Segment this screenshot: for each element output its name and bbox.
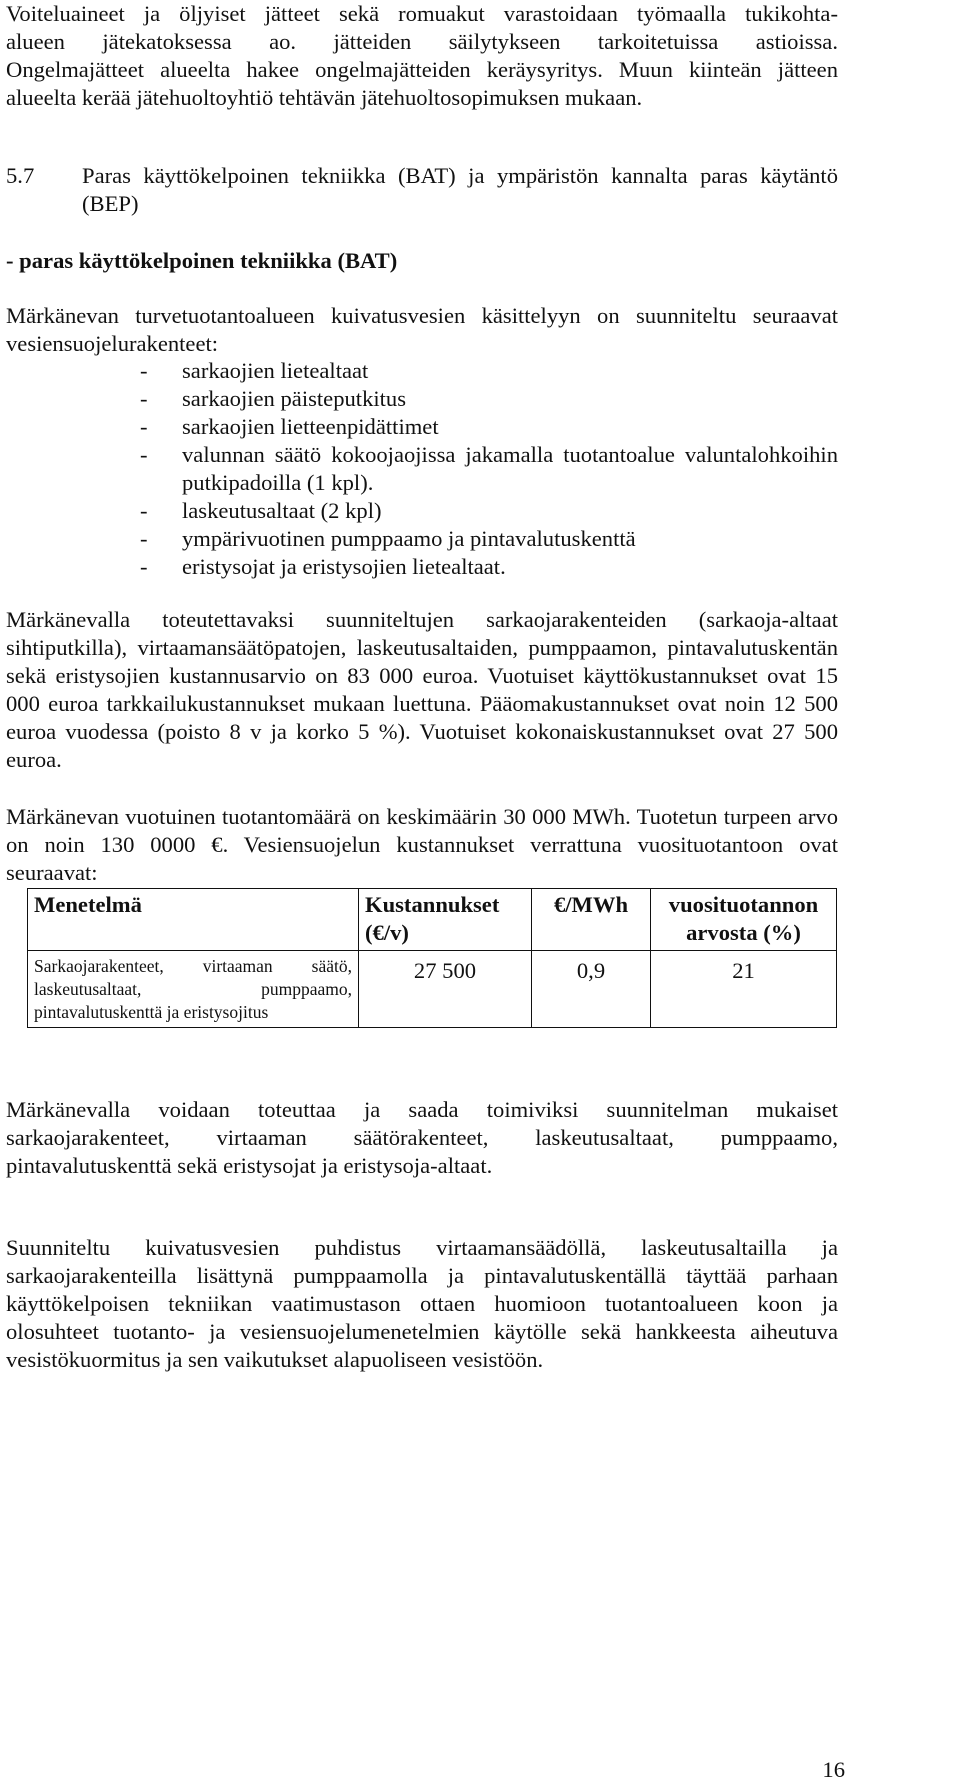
list-item [6, 357, 838, 385]
table-cell: Sarkaojarakenteet, virtaaman säätö, laskeutusaltaat, pumppaamo, pintavalutuskenttä ja eristysojitus [28, 951, 359, 1028]
subheading: - paras käyttökelpoinen tekniikka (BAT) [6, 248, 398, 273]
cost-table [27, 888, 837, 1028]
table-header-cell: Kustannukset (€/v) [359, 889, 532, 951]
list-dash: - [140, 526, 148, 551]
list-item [6, 525, 838, 553]
list-dash: - [140, 414, 148, 439]
list-dash: - [140, 358, 148, 383]
paragraph-feasibility: Märkänevalla voidaan toteuttaa ja saada toimiviksi suunnitelman mukaiset sarkaojarakenteet, virtaaman säätörakenteet, laskeutusaltaat, pumppaamo, pintavalutuskenttä sekä eristysojat ja eristysoja-altaat. [6, 1097, 838, 1178]
intro-line: Voiteluaineet ja öljyiset jätteet sekä romuakut varastoidaan työmaalla tukikohta- [6, 1, 838, 26]
table-cell: 0,9 [532, 951, 651, 1028]
paragraph-intro-structures: Märkänevan turvetuotantoalueen kuivatusvesien käsittelyyn on suunniteltu seuraavat vesiensuojelurakenteet: [6, 303, 838, 356]
page-number: 16 [822, 1757, 845, 1782]
list-dash: - [140, 386, 148, 411]
table-cell: 27 500 [359, 951, 532, 1028]
list-item [6, 413, 838, 441]
intro-line: alueelta kerää jätehuoltoyhtiö tehtävän jätehuoltosopimuksen mukaan. [6, 85, 643, 110]
table-header-cell: €/MWh [532, 889, 651, 951]
table-header-cell: Menetelmä [28, 889, 359, 951]
list-dash: - [140, 442, 148, 467]
list-item-text: sarkaojien lietealtaat [182, 358, 369, 383]
section-heading [6, 162, 838, 218]
list-item-text: sarkaojien lietteenpidättimet [182, 414, 439, 439]
list-item-text: ympärivuotinen pumppaamo ja pintavalutuskenttä [182, 526, 636, 551]
list-dash: - [140, 498, 148, 523]
list-item-text: valunnan säätö kokoojaojissa jakamalla tuotantoalue valuntalohkoihin putkipadoilla (1 kpl). [182, 442, 838, 495]
table-header-cell: vuosituotannon arvosta (%) [651, 889, 837, 951]
structures-list [6, 357, 838, 581]
intro-line: alueen jätekatoksessa ao. jätteiden säilytykseen tarkoitetuissa astioissa. [6, 29, 838, 54]
intro-line: Ongelmajätteet alueelta hakee ongelmajätteiden keräysyritys. Muun kiinteän jätteen [6, 57, 838, 82]
list-item-text: laskeutusaltaat (2 kpl) [182, 498, 382, 523]
table-header-row [28, 889, 837, 951]
table-cell: 21 [651, 951, 837, 1028]
list-item [6, 497, 838, 525]
paragraph-production: Märkänevan vuotuinen tuotantomäärä on keskimäärin 30 000 MWh. Tuotetun turpeen arvo on noin 130 0000 €. Vesiensuojelun kustannukset verrattuna vuosituotantoon ovat seuraavat: [6, 804, 838, 885]
list-item [6, 553, 838, 581]
intro-paragraph [6, 0, 838, 112]
section-number: 5.7 [6, 163, 35, 188]
table-row [28, 951, 837, 1028]
section-title: Paras käyttökelpoinen tekniikka (BAT) ja ympäristön kannalta paras käytäntö (BEP) [82, 163, 838, 216]
paragraph-conclusion: Suunniteltu kuivatusvesien puhdistus virtaamansäädöllä, laskeutusaltailla ja sarkaojarakenteilla lisättynä pumppaamolla ja pintavalutuskentällä täyttää parhaan käyttökelpoisen tekniikan vaatimustason ottaen huomioon tuotantoalueen koon ja olosuhteet tuotanto- ja vesiensuojelumenetelmien käytölle sekä hankkeesta aiheutuva vesistökuormitus ja sen vaikutukset alapuoliseen vesistöön. [6, 1235, 838, 1372]
paragraph-costs: Märkänevalla toteutettavaksi suunniteltujen sarkaojarakenteiden (sarkaoja-altaat sihtiputkilla), virtaamansäätöpatojen, laskeutusaltaiden, pumppaamon, pintavalutuskentän sekä eristysojien kustannusarvio on 83 000 euroa. Vuotuiset käyttökustannukset ovat 15 000 euroa tarkkailukustannukset mukaan luettuna. Pääomakustannukset ovat noin 12 500 euroa vuodessa (poisto 8 v ja korko 5 %). Vuotuiset kokonaiskustannukset ovat 27 500 euroa. [6, 607, 838, 772]
list-item [6, 385, 838, 413]
list-dash: - [140, 554, 148, 579]
list-item [6, 441, 838, 497]
list-item-text: sarkaojien päisteputkitus [182, 386, 407, 411]
list-item-text: eristysojat ja eristysojien lietealtaat. [182, 554, 506, 579]
